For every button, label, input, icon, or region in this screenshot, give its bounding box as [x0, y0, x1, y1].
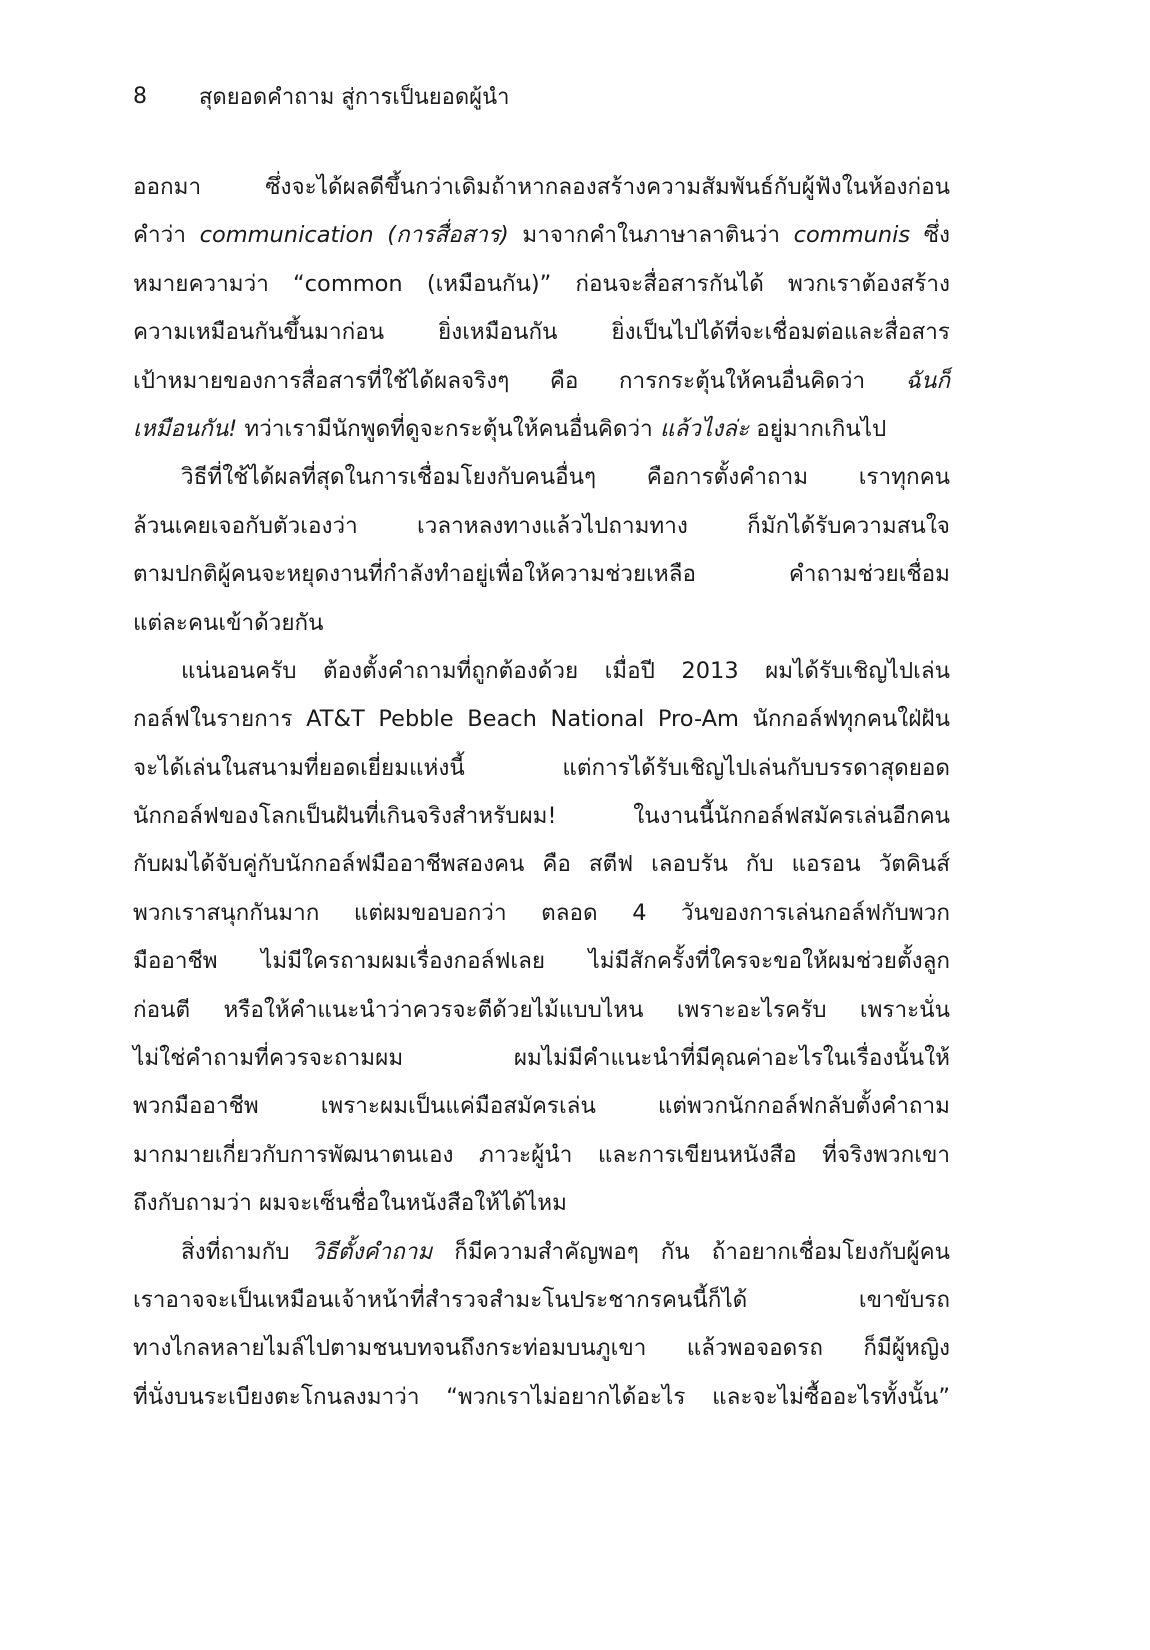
text-span: กอล์ฟในรายการ AT&T Pebble Beach National Pro-Am นักกอล์ฟทุกคนใฝ่ฝัน	[133, 706, 950, 733]
text-line	[133, 357, 950, 405]
italic-phrase: เหมือนกัน!	[133, 415, 238, 442]
italic-term: communication (การสื่อสาร)	[199, 222, 509, 249]
text-span: วิธีที่ใช้ได้ผลที่สุดในการเชื่อมโยงกับคนอื่นๆ คือการตั้งคำถาม เราทุกคน	[181, 464, 950, 491]
body-text	[133, 163, 950, 1421]
text-line	[133, 453, 950, 501]
text-line	[133, 937, 950, 985]
text-span: ซึ่ง	[910, 222, 950, 249]
text-line	[133, 550, 950, 598]
text-span: สิ่งที่ถามกับ	[181, 1238, 312, 1265]
text-span: เราอาจจะเป็นเหมือนเจ้าหน้าที่สำรวจสำมะโนประชากรคนนี้ก็ได้ เขาขับรถ	[133, 1286, 950, 1313]
page-header	[133, 78, 509, 114]
italic-phrase: วิธีตั้งคำถาม	[311, 1238, 433, 1265]
text-line	[133, 260, 950, 308]
text-span: จะได้เล่นในสนามที่ยอดเยี่ยมแห่งนี้ แต่การได้รับเชิญไปเล่นกับบรรดาสุดยอด	[133, 754, 950, 781]
text-line	[133, 163, 950, 211]
italic-term: communis	[793, 222, 911, 249]
text-line	[133, 405, 950, 453]
text-span: เป้าหมายของการสื่อสารที่ใช้ได้ผลจริงๆ คือ การกระตุ้นให้คนอื่นคิดว่า	[133, 367, 906, 394]
text-span: ออกมา ซึ่งจะได้ผลดีขึ้นกว่าเดิมถ้าหากลองสร้างความสัมพันธ์กับผู้ฟังในห้องก่อน	[133, 174, 950, 200]
text-span: ทว่าเรามีนักพูดที่ดูจะกระตุ้นให้คนอื่นคิดว่า	[237, 415, 660, 442]
text-span: พวกเราสนุกกันมาก แต่ผมขอบอกว่า ตลอด 4 วันของการเล่นกอล์ฟกับพวก	[133, 899, 950, 926]
text-line	[133, 1034, 950, 1082]
italic-phrase: แล้วไงล่ะ	[659, 415, 750, 442]
text-span: ถึงกับถามว่า ผมจะเซ็นชื่อในหนังสือให้ได้ไหม	[133, 1190, 567, 1217]
text-span: ตามปกติผู้คนจะหยุดงานที่กำลังทำอยู่เพื่อให้ความช่วยเหลือ คำถามช่วยเชื่อม	[133, 561, 950, 588]
text-line	[133, 744, 950, 792]
text-span: คำว่า	[133, 222, 200, 249]
text-line	[133, 1179, 950, 1227]
text-line	[133, 1082, 950, 1130]
text-line	[133, 502, 950, 550]
text-span: ไม่ใช่คำถามที่ควรจะถามผม ผมไม่มีคำแนะนำที่มีคุณค่าอะไรในเรื่องนั้นให้	[133, 1045, 950, 1072]
text-span: หมายความว่า “common (เหมือนกัน)” ก่อนจะสื่อสารกันได้ พวกเราต้องสร้าง	[133, 270, 950, 297]
text-span: ก็มีความสำคัญพอๆ กัน ถ้าอยากเชื่อมโยงกับผู้คน	[432, 1238, 950, 1265]
text-line	[133, 840, 950, 888]
text-span: แต่ละคนเข้าด้วยกัน	[133, 609, 324, 636]
text-span: ทางไกลหลายไมล์ไปตามชนบทจนถึงกระท่อมบนภูเขา แล้วพอจอดรถ ก็มีผู้หญิง	[133, 1335, 950, 1362]
text-line	[133, 889, 950, 937]
text-line	[133, 986, 950, 1034]
text-span: ล้วนเคยเจอกับตัวเองว่า เวลาหลงทางแล้วไปถามทาง ก็มักได้รับความสนใจ	[133, 512, 950, 539]
text-line	[133, 695, 950, 743]
text-line	[133, 1228, 950, 1276]
text-line	[133, 599, 950, 647]
text-span: กับผมได้จับคู่กับนักกอล์ฟมืออาชีพสองคน คือ สตีฟ เลอบรัน กับ แอรอน วัตคินส์	[133, 851, 950, 878]
text-line	[133, 308, 950, 356]
text-line	[133, 647, 950, 695]
text-span: มืออาชีพ ไม่มีใครถามผมเรื่องกอล์ฟเลย ไม่มีสักครั้งที่ใครจะขอให้ผมช่วยตั้งลูก	[133, 948, 950, 975]
text-line	[133, 1131, 950, 1179]
text-span: ก่อนตี หรือให้คำแนะนำว่าควรจะตีด้วยไม้แบบไหน เพราะอะไรครับ เพราะนั่น	[133, 996, 950, 1023]
text-line	[133, 1276, 950, 1324]
text-span: มาจากคำในภาษาลาตินว่า	[508, 222, 794, 249]
text-span: ความเหมือนกันขึ้นมาก่อน ยิ่งเหมือนกัน ยิ่งเป็นไปได้ที่จะเชื่อมต่อและสื่อสาร	[133, 319, 950, 346]
text-span: แน่นอนครับ ต้องตั้งคำถามที่ถูกต้องด้วย เมื่อปี 2013 ผมได้รับเชิญไปเล่น	[181, 657, 950, 684]
text-line	[133, 1373, 950, 1421]
text-line	[133, 211, 950, 259]
running-title: สุดยอดคำถาม สู่การเป็นยอดผู้นำ	[199, 84, 510, 110]
text-span: ที่นั่งบนระเบียงตะโกนลงมาว่า “พวกเราไม่อยากได้อะไร และจะไม่ซื้ออะไรทั้งนั้น”	[133, 1383, 950, 1410]
text-span: อยู่มากเกินไป	[749, 415, 887, 442]
page-number: 8	[133, 83, 147, 109]
text-span: นักกอล์ฟของโลกเป็นฝันที่เกินจริงสำหรับผม! ในงานนี้นักกอล์ฟสมัครเล่นอีกคน	[133, 803, 950, 830]
italic-phrase: ฉันก็	[905, 367, 950, 394]
text-span: มากมายเกี่ยวกับการพัฒนาตนเอง ภาวะผู้นำ และการเขียนหนังสือ ที่จริงพวกเขา	[133, 1141, 950, 1168]
text-line	[133, 792, 950, 840]
text-span: พวกมืออาชีพ เพราะผมเป็นแค่มือสมัครเล่น แต่พวกนักกอล์ฟกลับตั้งคำถาม	[133, 1093, 950, 1120]
text-line	[133, 1324, 950, 1372]
